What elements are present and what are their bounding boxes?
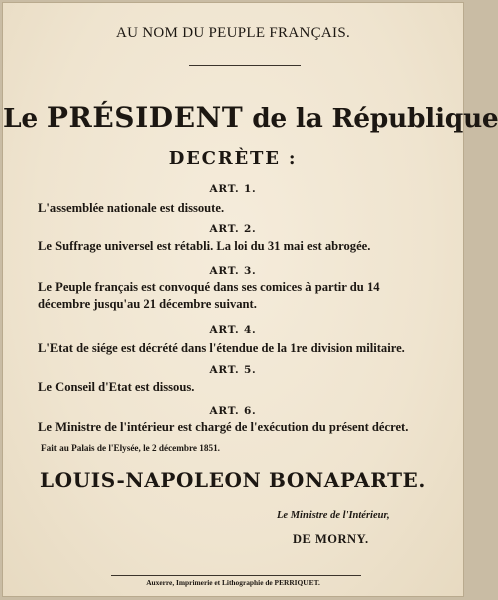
header-text: AU NOM DU PEUPLE FRANÇAIS. bbox=[115, 25, 351, 41]
poster-title bbox=[3, 101, 498, 134]
article-5-text: Le Conseil d'Etat est dissous. bbox=[38, 380, 195, 394]
title-part-1: Le bbox=[3, 103, 47, 134]
minister-title: Le Ministre de l'Intérieur, bbox=[277, 510, 390, 521]
signature: LOUIS-NAPOLEON BONAPARTE. bbox=[40, 468, 426, 492]
article-1-text: L'assemblée nationale est dissoute. bbox=[38, 201, 225, 215]
decree-poster bbox=[2, 2, 498, 597]
title-part-2: PRÉSIDENT bbox=[46, 101, 244, 134]
footer-divider bbox=[111, 575, 361, 576]
article-3-label: ART. 3. bbox=[209, 265, 257, 277]
header-divider bbox=[189, 65, 301, 66]
article-4-text: L'Etat de siége est décrété dans l'étendue de la 1re division militaire. bbox=[38, 341, 405, 355]
place-and-date: Fait au Palais de l'Elysée, le 2 décembre 1851. bbox=[41, 443, 220, 453]
article-5-label: ART. 5. bbox=[209, 364, 257, 376]
title-part-3: de la République bbox=[243, 103, 498, 134]
article-2-text: Le Suffrage universel est rétabli. La loi du 31 mai est abrogée. bbox=[38, 239, 371, 253]
decrete-heading: DECRÈTE : bbox=[168, 148, 298, 169]
article-4-label: ART. 4. bbox=[209, 324, 257, 336]
article-6-text: Le Ministre de l'intérieur est chargé de l'exécution du présent décret. bbox=[38, 420, 409, 434]
article-6-label: ART. 6. bbox=[209, 405, 257, 417]
article-3-text-line-1: Le Peuple français est convoqué dans ses comices à partir du 14 bbox=[38, 280, 380, 294]
printer-footer: Auxerre, Imprimerie et Lithographie de PERRIQUET. bbox=[146, 578, 320, 587]
article-2-label: ART. 2. bbox=[209, 223, 257, 235]
article-1-label: ART. 1. bbox=[209, 183, 257, 195]
article-3-text-line-2: décembre jusqu'au 21 décembre suivant. bbox=[38, 297, 257, 311]
minister-name: DE MORNY. bbox=[293, 532, 369, 546]
